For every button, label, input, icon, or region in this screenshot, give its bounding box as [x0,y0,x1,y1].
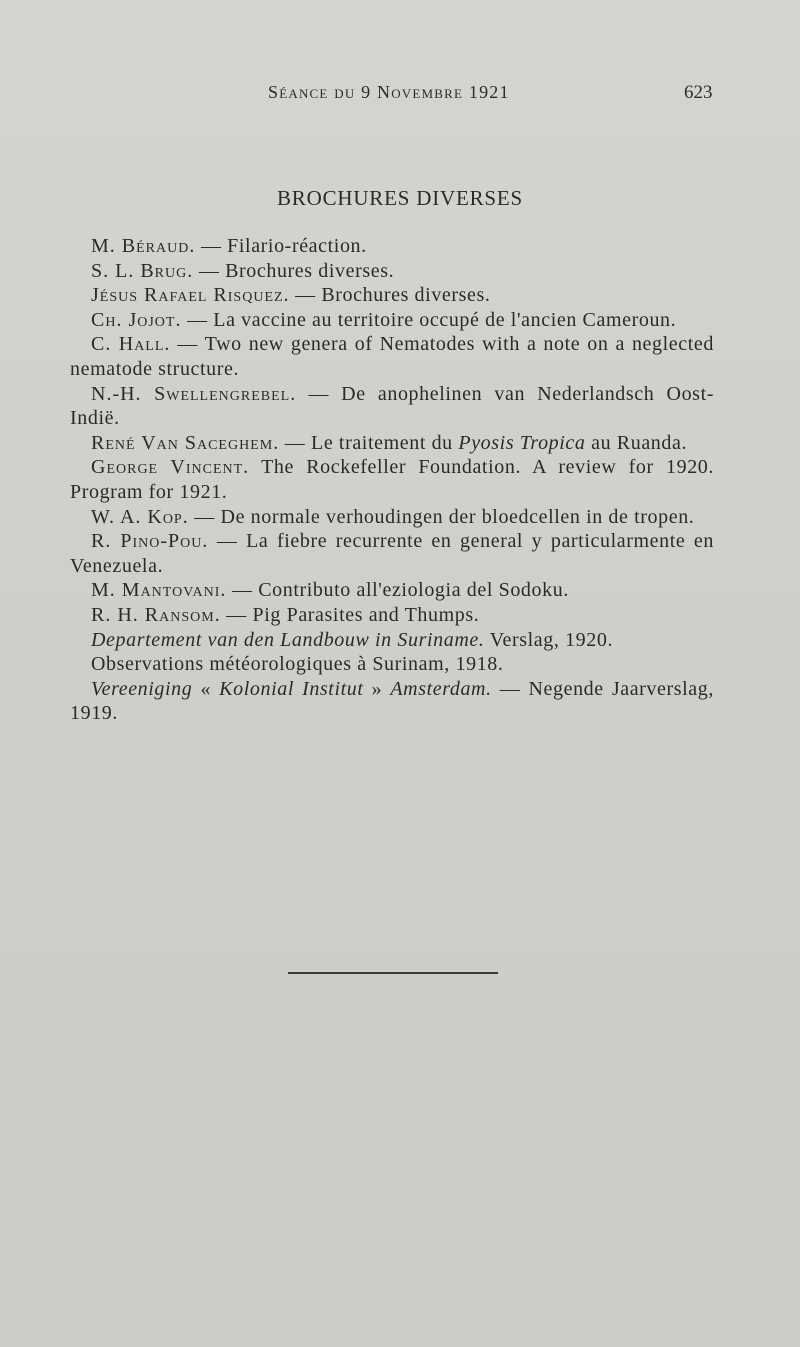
entry-separator: — [195,235,228,257]
entry-author: Jésus Rafael Risquez. [91,284,290,307]
list-item [70,259,714,284]
page-number: 623 [684,82,713,103]
entry-author: M. Mantovani. [91,579,227,602]
entry-separator: — [208,530,247,553]
list-item [70,234,714,259]
list-item [70,603,714,628]
entry-author: R. H. Ransom. [91,603,221,626]
list-item [70,308,714,333]
list-item [70,431,714,456]
list-item [70,677,714,726]
entry-author: René Van Saceghem. [91,431,280,454]
entry-author: C. Hall. [91,333,171,356]
entry-separator: — [188,505,221,528]
entry-text: Brochures diverses. [321,284,491,307]
entry-author: Ch. Jojot. [91,308,182,331]
entry-separator: — [279,431,312,454]
end-rule [288,972,498,974]
entry-author: S. L. Brug. [91,259,194,282]
list-item [70,578,714,603]
list-item [70,455,714,504]
list-item [70,505,714,530]
entry-italic-title: Kolonial Institut [219,677,364,700]
section-title: BROCHURES DIVERSES [276,186,524,210]
entry-author: W. A. Kop. [91,505,189,528]
entry-text: De normale verhoudingen der bloedcellen in de tropen. [220,505,695,528]
list-item [70,529,714,578]
running-head [0,82,800,110]
entry-separator: — [220,603,253,626]
entry-author: George Vincent. [91,456,250,479]
entry-separator: — [226,579,259,602]
entry-separator: — [181,308,214,331]
entry-text: Pig Parasites and Thumps. [252,603,480,626]
entry-text: Two new genera of Nematodes with a note on a neglected nematode structure. [70,333,714,380]
list-item [70,628,714,653]
entry-text: Le traitement du [311,431,459,454]
entry-italic-title: Vereeniging [91,677,193,700]
entry-text: Brochures diverses. [225,259,395,282]
entry-text: au Ruanda. [585,431,688,454]
entry-text: Observations météorologiques à Surinam, 1918. [91,653,504,676]
entry-separator: — [289,284,322,307]
entry-text: De anophelinen van Nederlandsch Oost-Indië. [70,382,714,430]
entry-italic-title: Pyosis Tropica [458,431,586,454]
entry-italic-title: Amsterdam. [390,677,492,700]
entry-text: Verslag, 1920. [484,628,614,651]
entry-text: The Rockefeller Foundation. A review for 1920. Program for 1921. [70,456,714,503]
entry-author: M. Béraud. [91,235,196,257]
entry-text: Contributo all'eziologia del Sodoku. [258,579,569,602]
entry-author: R. Pino-Pou. [91,530,209,553]
entry-separator [249,456,261,478]
entry-author: N.-H. Swellengrebel. [91,382,297,405]
list-item [70,283,714,308]
entry-separator: — [296,382,342,405]
entry-text: La vaccine au territoire occupé de l'ancien Cameroun. [213,308,677,331]
entry-separator: — [193,259,226,282]
list-item [70,332,714,381]
entry-quote-close: » [363,677,391,700]
entry-separator: — [170,333,205,356]
list-item [70,382,714,431]
entry-quote-open: « [192,677,220,700]
entry-text: La fiebre recurrente en general y particularmente en Venezuela. [70,530,714,577]
list-item [70,652,714,677]
entry-list [70,234,714,726]
entry-italic-title: Departement van den Landbouw in Suriname. [91,628,485,651]
running-title: Séance du 9 Novembre 1921 [268,82,510,102]
entry-text: — Negende Jaarverslag, 1919. [70,677,714,725]
entry-text: Filario-réaction. [227,235,367,257]
